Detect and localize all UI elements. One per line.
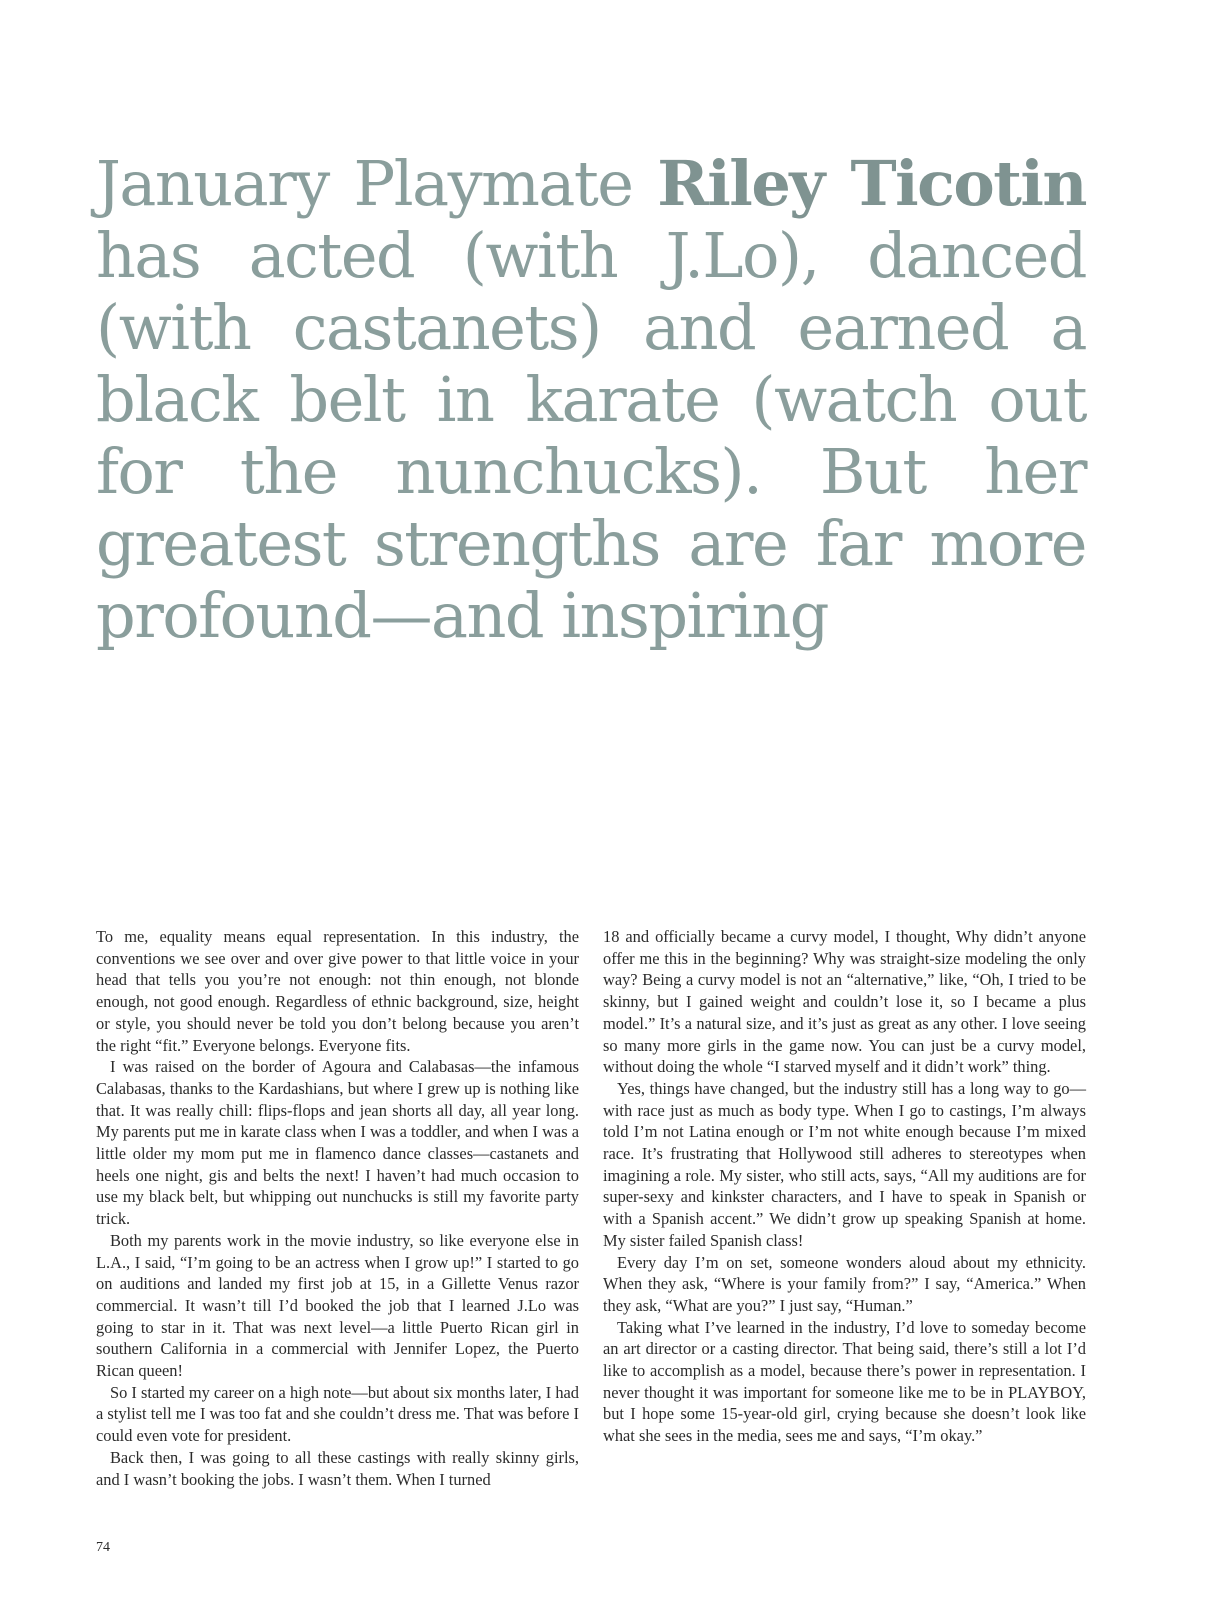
article-body xyxy=(96,926,1086,1490)
paragraph: So I started my career on a high note—but about six months later, I had a stylist tell me I was too fat and she couldn’t dress me. That was before I could even vote for president. xyxy=(96,1382,579,1446)
headline-intro: January Playmate xyxy=(96,147,658,220)
headline-playmate-name: Riley Ticotin xyxy=(657,147,1087,220)
headline-deck xyxy=(96,148,1086,652)
page-number: 74 xyxy=(96,1540,110,1555)
paragraph: To me, equality means equal representation. In this industry, the conventions we see over and over give power to that little voice in your head that tells you you’re not enough: not thin enough, not blonde enough, not good enough. Regardless of ethnic background, size, height or style, you should never be told you don’t belong because you aren’t the right “fit.” Everyone belongs. Everyone fits. xyxy=(96,927,579,1055)
paragraph: I was raised on the border of Agoura and Calabasas—the infamous Calabasas, thanks to the Kardashians, but where I grew up is nothing like that. It was really chill: flips-flops and jean shorts all day, all year long. My parents put me in karate class when I was a toddler, and when I was a little older my mom put me in flamenco dance classes—castanets and heels one night, gis and belts the next! I haven’t had much occasion to use my black belt, but whipping out nunchucks is still my favorite party trick. xyxy=(96,1057,579,1229)
paragraph: Taking what I’ve learned in the industry, I’d love to someday become an art director or a casting director. That being said, there’s still a lot I’d like to accomplish as a model, because there’s power in representation. I never thought it was important for someone like me to be in PLAYBOY, but I hope some 15-year-old girl, crying because she doesn’t look like what she sees in the media, sees me and says, “I’m okay.” xyxy=(603,1317,1086,1446)
paragraph: Yes, things have changed, but the industry still has a long way to go—with race just as much as body type. When I go to castings, I’m always told I’m not Latina enough or I’m not white enough because I’m mixed race. It’s frustrating that Hollywood still adheres to stereotypes when imagining a role. My sister, who still acts, says, “All my auditions are for super-sexy and kinkster characters, and I have to speak in Spanish or with a Spanish accent.” We didn’t grow up speaking Spanish at home. My sister failed Spanish class! xyxy=(603,1078,1086,1250)
headline-rest: has acted (with J.Lo), danced (with castanets) and earned a black belt in karate (watch out for the nunchucks). But her greatest strengths are far more profound—and inspiring xyxy=(96,219,1086,652)
paragraph: Every day I’m on set, someone wonders aloud about my ethnicity. When they ask, “Where is your family from?” I say, “America.” When they ask, “What are you?” I just say, “Human.” xyxy=(603,1252,1086,1315)
paragraph: Back then, I was going to all these castings with really skinny girls, and I wasn’t booking the jobs. I wasn’t them. When I turned xyxy=(96,1447,579,1489)
article-column-right xyxy=(603,926,1086,1490)
paragraph: 18 and officially became a curvy model, I thought, Why didn’t anyone offer me this in the beginning? Why was straight-size modeling the only way? Being a curvy model is not an “alternative,” like, “Oh, I tried to be skinny, but I gained weight and couldn’t lose it, so I became a plus model.” It’s a natural size, and it’s just as great as any other. I love seeing so many more girls in the game now. You can just be a curvy model, without doing the whole “I starved myself and it didn’t work” thing. xyxy=(603,927,1086,1077)
paragraph: Both my parents work in the movie industry, so like everyone else in L.A., I said, “I’m going to be an actress when I grow up!” I started to go on auditions and landed my first job at 15, in a Gillette Venus razor commercial. It wasn’t till I’d booked the job that I learned J.Lo was going to star in it. That was next level—a little Puerto Rican girl in southern California in a commercial with Jennifer Lopez, the Puerto Rican queen! xyxy=(96,1230,579,1381)
article-column-left xyxy=(96,926,579,1490)
